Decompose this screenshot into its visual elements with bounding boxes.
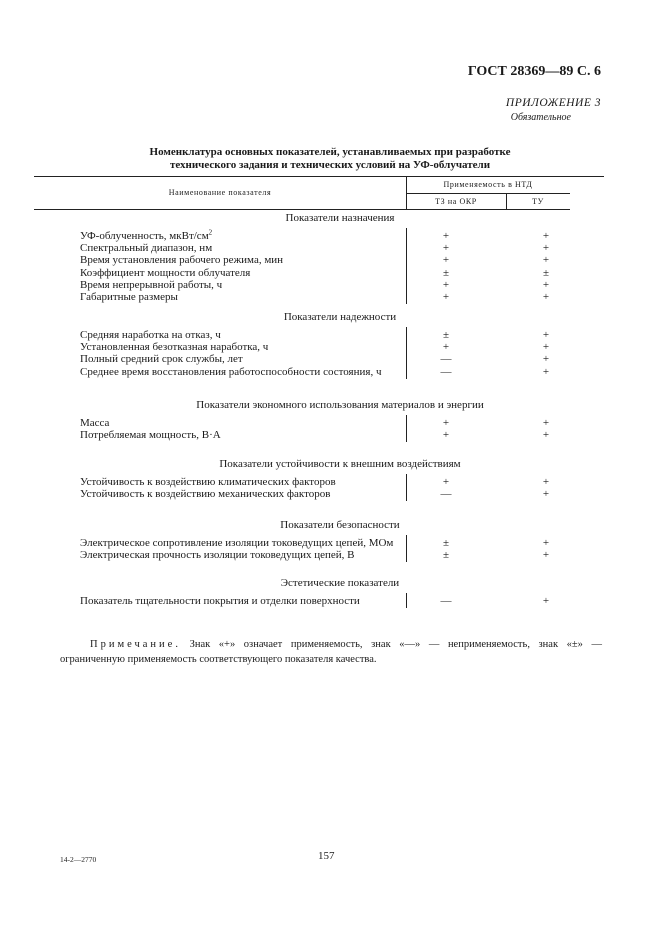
appendix-title: ПРИЛОЖЕНИЕ 3: [505, 97, 601, 109]
note-text: Знак «+» означает применяемость, знак «—» — неприменяемость, знак «±» — ограниченную применяемость соответствующего показателя качества.: [60, 639, 602, 665]
tz-applicability: +: [442, 278, 450, 291]
note-label: Примечание.: [90, 639, 181, 650]
appendix-status: Обязательное: [510, 112, 571, 123]
indicator-name-text: Устойчивость к воздействию климатических факторов: [80, 476, 336, 488]
tu-applicability: +: [542, 595, 550, 607]
table-row: [0, 267, 661, 279]
tu-applicability: +: [542, 537, 550, 549]
table-row: [0, 595, 661, 607]
indicator-name: [80, 595, 360, 607]
indicator-name-text: УФ-облученность, мкВт/см: [80, 230, 209, 242]
tu-applicability: +: [542, 417, 550, 429]
column-divider: [406, 327, 407, 379]
tz-applicability: +: [442, 429, 450, 442]
indicator-name-text: Габаритные размеры: [80, 291, 178, 303]
column-divider: [406, 593, 407, 608]
indicator-name-text: Электрическое сопротивление изоляции токоведущих цепей, МОм: [80, 537, 394, 549]
indicator-name-text: Полный средний срок службы, лет: [80, 353, 243, 366]
column-header-tz: ТЗ на ОКР: [435, 197, 477, 206]
indicator-name-text: Устойчивость к воздействию механических факторов: [80, 488, 331, 501]
table-title-line-2: технического задания и технических условий на УФ-облучатели: [169, 159, 491, 171]
indicator-name-text: Потребляемая мощность, В·А: [80, 429, 221, 442]
note-paragraph: [60, 637, 602, 667]
tu-applicability: +: [542, 488, 550, 501]
table-row: [0, 549, 661, 561]
table-row: [0, 417, 661, 429]
page-number: 157: [318, 850, 335, 862]
indicator-name: [80, 329, 221, 341]
indicator-name-text: Электрическая прочность изоляции токоведущих цепей, В: [80, 549, 355, 562]
tu-applicability: +: [542, 278, 550, 291]
tz-applicability: +: [442, 254, 450, 267]
tz-applicability: ±: [442, 266, 450, 279]
standard-header: ГОСТ 28369—89 С. 6: [467, 64, 601, 79]
indicator-name: [80, 476, 336, 488]
tu-applicability: +: [542, 353, 550, 366]
indicator-name: [80, 366, 382, 378]
indicator-name-text: Время непрерывной работы, ч: [80, 278, 223, 291]
column-divider: [406, 535, 407, 562]
section-title: Показатели устойчивости к внешним воздействиям: [219, 458, 461, 470]
indicator-name: [80, 417, 109, 429]
section-title: Эстетические показатели: [280, 577, 400, 589]
indicator-name-text: Показатель тщательности покрытия и отделки поверхности: [80, 595, 360, 607]
indicator-name: [80, 488, 330, 500]
table-title: [60, 146, 600, 172]
tu-applicability: +: [542, 549, 550, 562]
section-title: Показатели безопасности: [280, 519, 400, 531]
indicator-name: [80, 267, 250, 279]
tz-applicability: +: [442, 291, 450, 303]
tz-applicability: —: [440, 595, 452, 607]
column-header-name: Наименование показателя: [168, 188, 272, 197]
print-code: 14-2—2770: [60, 855, 97, 864]
section-title: Показатели экономного использования материалов и энергии: [196, 399, 484, 411]
tu-applicability: +: [542, 341, 550, 354]
indicator-name-text: Коэффициент мощности облучателя: [80, 266, 251, 279]
table-row: [0, 279, 661, 291]
tu-applicability: +: [542, 329, 550, 341]
indicator-name-text: Время установления рабочего режима, мин: [80, 254, 284, 267]
tu-applicability: +: [542, 365, 550, 378]
table-row: [0, 329, 661, 341]
tz-applicability: +: [442, 230, 450, 242]
column-header-ntd: Применяемость в НТД: [443, 180, 533, 189]
tu-applicability: +: [542, 429, 550, 442]
indicator-name: [80, 537, 393, 549]
column-header-tu: ТУ: [532, 197, 544, 206]
indicator-name: [80, 291, 178, 303]
indicator-name-text: Установленная безотказная наработка, ч: [80, 341, 269, 354]
tz-applicability: ±: [442, 537, 450, 549]
column-divider: [406, 415, 407, 442]
tz-applicability: —: [440, 353, 452, 366]
tu-applicability: +: [542, 476, 550, 488]
unit-superscript: 2: [208, 228, 213, 237]
indicator-name-text: Спектральный диапазон, нм: [80, 242, 213, 255]
indicator-name-text: Масса: [80, 417, 110, 429]
tz-applicability: +: [442, 476, 450, 488]
tz-applicability: —: [440, 365, 452, 378]
table-row: [0, 488, 661, 500]
section-title: Показатели надежности: [283, 311, 397, 323]
indicator-name: [80, 254, 283, 266]
table-row: [0, 366, 661, 378]
tz-applicability: ±: [442, 549, 450, 562]
table-row: [0, 341, 661, 353]
tu-applicability: +: [542, 254, 550, 267]
table-row: [0, 429, 661, 441]
tz-applicability: —: [440, 488, 452, 501]
table-row: [0, 353, 661, 365]
column-divider: [406, 474, 407, 501]
table-row: [0, 254, 661, 266]
tz-applicability: +: [442, 417, 450, 429]
tu-applicability: +: [542, 291, 550, 303]
indicator-name: [80, 279, 222, 291]
indicator-name: [80, 429, 221, 441]
indicator-name: [80, 353, 243, 365]
tz-applicability: ±: [442, 329, 450, 341]
table-row: [0, 291, 661, 303]
tu-applicability: +: [542, 242, 550, 255]
table-row: [0, 476, 661, 488]
section-title: Показатели назначения: [285, 212, 395, 224]
tz-applicability: +: [442, 242, 450, 255]
tu-applicability: +: [542, 230, 550, 242]
indicator-name-text: Средняя наработка на отказ, ч: [80, 329, 221, 341]
table-top-rule: [34, 176, 604, 177]
table-title-line-1: Номенклатура основных показателей, устанавливаемых при разработке: [149, 146, 511, 158]
indicator-name: [80, 230, 212, 242]
table-row: [0, 242, 661, 254]
column-divider: [406, 228, 407, 304]
tu-applicability: ±: [542, 266, 550, 279]
header-mid-rule: [406, 193, 570, 194]
indicator-name: [80, 549, 354, 561]
header-bottom-rule: [34, 209, 570, 210]
indicator-name: [80, 242, 212, 254]
table-row: [0, 537, 661, 549]
tz-applicability: +: [442, 341, 450, 354]
table-row: [0, 230, 661, 242]
indicator-name: [80, 341, 268, 353]
indicator-name-text: Среднее время восстановления работоспособности состояния, ч: [80, 365, 382, 378]
